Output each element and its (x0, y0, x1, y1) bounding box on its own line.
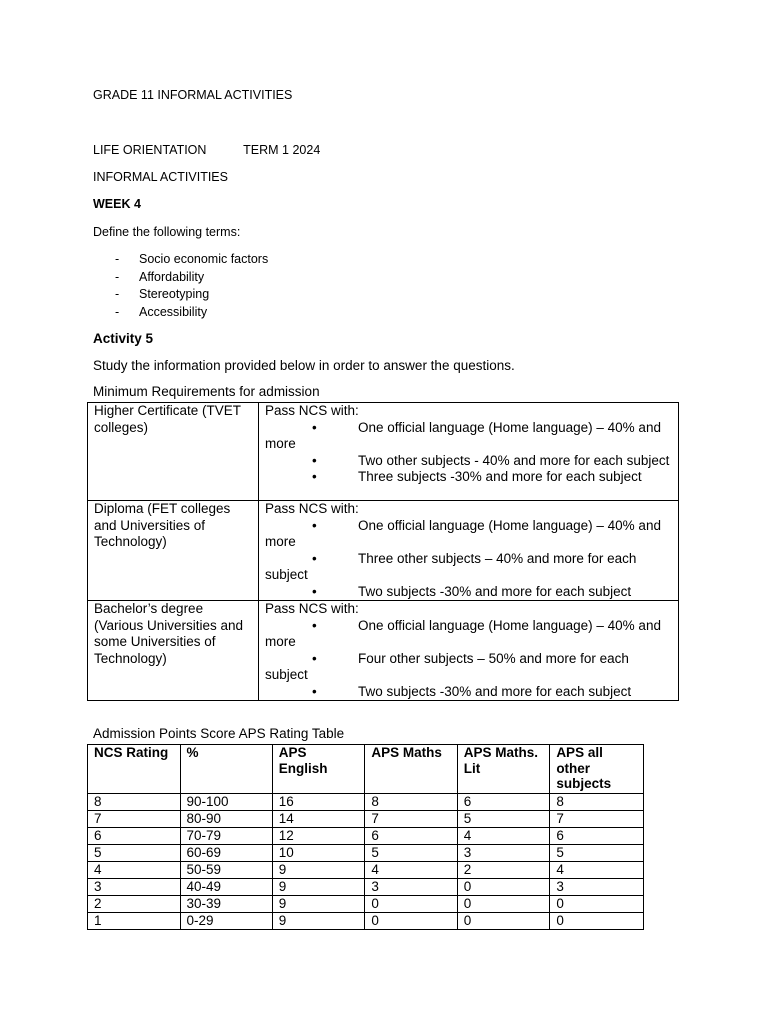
table-cell: 0-29 (180, 913, 272, 930)
table-cell: 0 (457, 896, 550, 913)
list-item: • Three subjects -30% and more for each subject (312, 469, 642, 484)
table-cell: 0 (550, 896, 644, 913)
table-cell: 6 (550, 828, 644, 845)
list-item: - Stereotyping (115, 287, 210, 301)
table-cell: 4 (365, 862, 457, 879)
table-row (88, 601, 679, 701)
table-cell: 40-49 (180, 879, 272, 896)
table-cell: 7 (365, 811, 457, 828)
table-row (88, 862, 644, 879)
table-cell: 9 (272, 896, 365, 913)
column-header: APS English (272, 745, 365, 794)
table-cell: 4 (88, 862, 181, 879)
list-item: • Three other subjects – 40% and more for each subject (265, 550, 637, 582)
table-cell: 3 (550, 879, 644, 896)
table-cell: 3 (457, 845, 550, 862)
table-cell: 0 (457, 913, 550, 930)
table-cell: 80-90 (180, 811, 272, 828)
table-cell: 7 (88, 811, 181, 828)
table-cell: 8 (365, 794, 457, 811)
list-item: - Socio economic factors (115, 252, 269, 266)
table-cell: 16 (272, 794, 365, 811)
aps-table (87, 744, 644, 930)
table-cell: 5 (457, 811, 550, 828)
table-cell: 90-100 (180, 794, 272, 811)
column-header: APS all other subjects (550, 745, 644, 794)
table-row (88, 794, 644, 811)
subject-line (93, 143, 320, 157)
table-header-row (88, 745, 644, 794)
requirements-cell: Pass NCS with: • One official language (Home language) – 40% and more • Three other subjects – 40% and more for each subject • Two subjects -30% and more for each subject (259, 501, 679, 601)
table-cell: 6 (88, 828, 181, 845)
list-item: • One official language (Home language) – 40% and more (265, 617, 661, 649)
qualification-cell: Diploma (FET colleges and Universities of Technology) (88, 501, 259, 601)
table-row (88, 879, 644, 896)
term-label: TERM 1 2024 (243, 143, 321, 157)
table-cell: 1 (88, 913, 181, 930)
list-item: - Affordability (115, 269, 205, 284)
table-cell: 2 (457, 862, 550, 879)
activity-title: Activity 5 (93, 331, 154, 346)
activity-instruction: Study the information provided below in order to answer the questions. (93, 358, 515, 373)
table-cell: 8 (550, 794, 644, 811)
table-cell: 70-79 (180, 828, 272, 845)
week-heading: WEEK 4 (93, 197, 141, 211)
requirements-table (87, 402, 679, 701)
table-cell: 0 (550, 913, 644, 930)
table-cell: 3 (88, 879, 181, 896)
column-header: % (180, 745, 272, 794)
table-cell: 9 (272, 862, 365, 879)
requirements-cell: Pass NCS with: • One official language (Home language) – 40% and more • Two other subjects - 40% and more for each subject • Three subjects -30% and more for each subject (259, 403, 679, 501)
column-header: APS Maths. Lit (457, 745, 550, 794)
table-cell: 6 (365, 828, 457, 845)
list-item: • Two subjects -30% and more for each subject (312, 583, 632, 599)
table-row (88, 811, 644, 828)
table-cell: 0 (365, 913, 457, 930)
table-cell: 2 (88, 896, 181, 913)
table-cell: 5 (550, 845, 644, 862)
table-row (88, 913, 644, 930)
activities-heading: INFORMAL ACTIVITIES (93, 170, 228, 184)
requirements-caption: Minimum Requirements for admission (93, 384, 320, 399)
table-cell: 9 (272, 879, 365, 896)
column-header: APS Maths (365, 745, 457, 794)
list-item: • One official language (Home language) – 40% and more (265, 517, 661, 549)
grade-title: GRADE 11 INFORMAL ACTIVITIES (93, 88, 293, 102)
table-cell: 0 (457, 879, 550, 896)
table-cell: 9 (272, 913, 365, 930)
list-item: - Accessibility (115, 304, 208, 319)
list-item: • One official language (Home language) – 40% and more (265, 419, 661, 451)
column-header: NCS Rating (88, 745, 181, 794)
table-cell: 6 (457, 794, 550, 811)
table-cell: 5 (88, 845, 181, 862)
aps-caption: Admission Points Score APS Rating Table (93, 726, 345, 741)
requirements-cell: Pass NCS with: • One official language (Home language) – 40% and more • Four other subjects – 50% and more for each subject • Two subjects -30% and more for each subject (259, 601, 679, 701)
table-cell: 3 (365, 879, 457, 896)
table-row (88, 403, 679, 501)
terms-list (115, 251, 268, 321)
table-cell: 4 (550, 862, 644, 879)
table-cell: 7 (550, 811, 644, 828)
table-cell: 60-69 (180, 845, 272, 862)
subject-label: LIFE ORIENTATION (93, 143, 207, 157)
table-row (88, 845, 644, 862)
table-cell: 10 (272, 845, 365, 862)
table-cell: 50-59 (180, 862, 272, 879)
table-cell: 8 (88, 794, 181, 811)
table-cell: 4 (457, 828, 550, 845)
table-cell: 5 (365, 845, 457, 862)
qualification-cell: Higher Certificate (TVET colleges) (88, 403, 259, 501)
table-row (88, 896, 644, 913)
define-instruction: Define the following terms: (93, 225, 241, 239)
list-item: • Two other subjects - 40% and more for each subject (312, 452, 670, 468)
list-item: • Two subjects -30% and more for each subject (312, 683, 632, 699)
qualification-cell: Bachelor’s degree (Various Universities and some Universities of Technology) (88, 601, 259, 701)
table-cell: 30-39 (180, 896, 272, 913)
table-row (88, 501, 679, 601)
table-cell: 14 (272, 811, 365, 828)
table-row (88, 828, 644, 845)
table-cell: 12 (272, 828, 365, 845)
list-item: • Four other subjects – 50% and more for each subject (265, 650, 629, 682)
table-cell: 0 (365, 896, 457, 913)
